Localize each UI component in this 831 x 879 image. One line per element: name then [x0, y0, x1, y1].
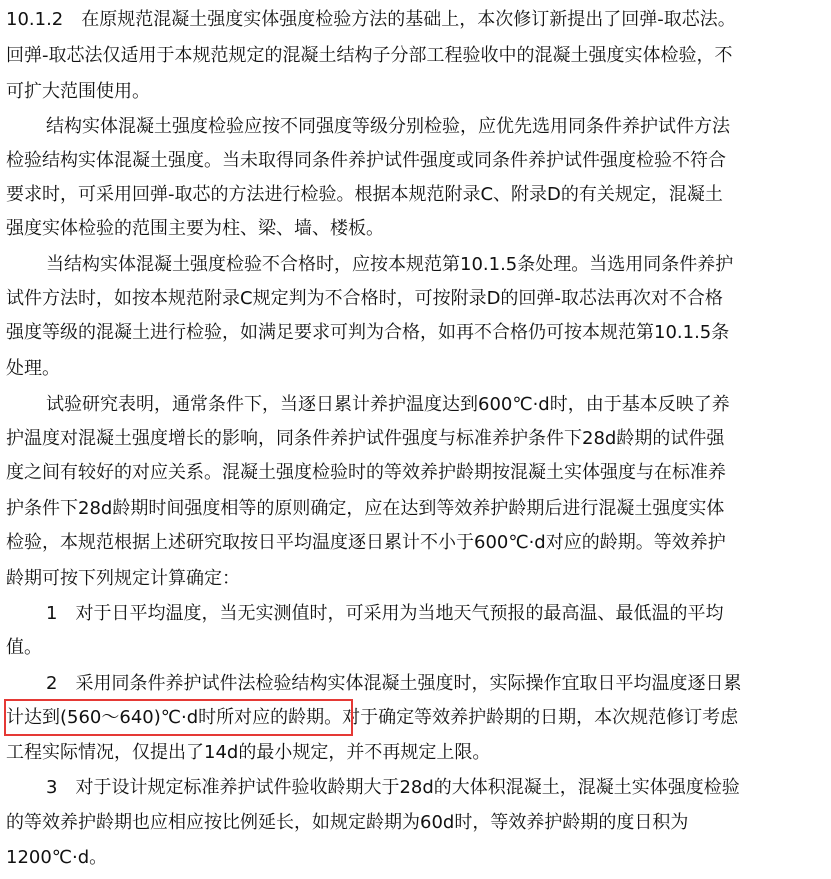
text-line: 度之间有较好的对应关系。混凝土强度检验时的等效养护龄期按混凝土实体强度与在标准养	[6, 462, 726, 483]
text-line: 3 对于设计规定标准养护试件验收龄期大于28d的大体积混凝土，混凝土实体强度检验	[46, 777, 740, 798]
text-line: 回弹-取芯法仅适用于本规范规定的混凝土结构子分部工程验收中的混凝土强度实体检验，不	[6, 45, 733, 66]
text-line: 护条件下28d龄期时间强度相等的原则确定，应在达到等效养护龄期后进行混凝土强度实体	[6, 498, 725, 519]
text-line: 强度等级的混凝土进行检验，如满足要求可判为合格，如再不合格仍可按本规范第10.1.5条	[6, 322, 730, 343]
text-line: 龄期可按下列规定计算确定：	[6, 568, 240, 589]
text-line: 结构实体混凝土强度检验应按不同强度等级分别检验，应优先选用同条件养护试件方法	[46, 116, 730, 137]
text-line: 的等效养护龄期也应相应按比例延长，如规定龄期为60d时，等效养护龄期的度日积为	[6, 812, 689, 833]
text-line: 2 采用同条件养护试件法检验结构实体混凝土强度时，实际操作宜取日平均温度逐日累	[46, 673, 742, 694]
text-line: 计达到(560～640)℃·d时所对应的龄期。对于确定等效养护龄期的日期，本次规范修订考虑	[6, 707, 739, 728]
text-line: 要求时，可采用回弹-取芯的方法进行检验。根据本规范附录C、附录D的有关规定，混凝土	[6, 184, 723, 205]
text-line: 检验结构实体混凝土强度。当未取得同条件养护试件强度或同条件养护试件强度检验不符合	[6, 150, 726, 171]
text-line: 当结构实体混凝土强度检验不合格时，应按本规范第10.1.5条处理。当选用同条件养护	[46, 254, 734, 275]
text-line: 可扩大范围使用。	[6, 81, 150, 102]
text-line: 10.1.2 在原规范混凝土强度实体强度检验方法的基础上，本次修订新提出了回弹-取芯法。	[6, 9, 736, 30]
text-line: 值。	[6, 637, 42, 658]
text-line: 处理。	[6, 358, 60, 379]
text-line: 试件方法时，如按本规范附录C规定判为不合格时，可按附录D的回弹-取芯法再次对不合格	[6, 288, 723, 309]
text-line: 试验研究表明，通常条件下，当逐日累计养护温度达到600℃·d时，由于基本反映了养	[46, 394, 730, 415]
text-line: 护温度对混凝土强度增长的影响，同条件养护试件强度与标准养护条件下28d龄期的试件强	[6, 428, 725, 449]
text-line: 工程实际情况，仅提出了14d的最小规定，并不再规定上限。	[6, 742, 491, 763]
text-line: 1 对于日平均温度，当无实测值时，可采用为当地天气预报的最高温、最低温的平均	[46, 603, 724, 624]
text-line: 1200℃·d。	[6, 847, 108, 868]
text-line: 检验，本规范根据上述研究取按日平均温度逐日累计不小于600℃·d对应的龄期。等效养护	[6, 532, 726, 553]
text-line: 强度实体检验的范围主要为柱、梁、墙、楼板。	[6, 218, 384, 239]
